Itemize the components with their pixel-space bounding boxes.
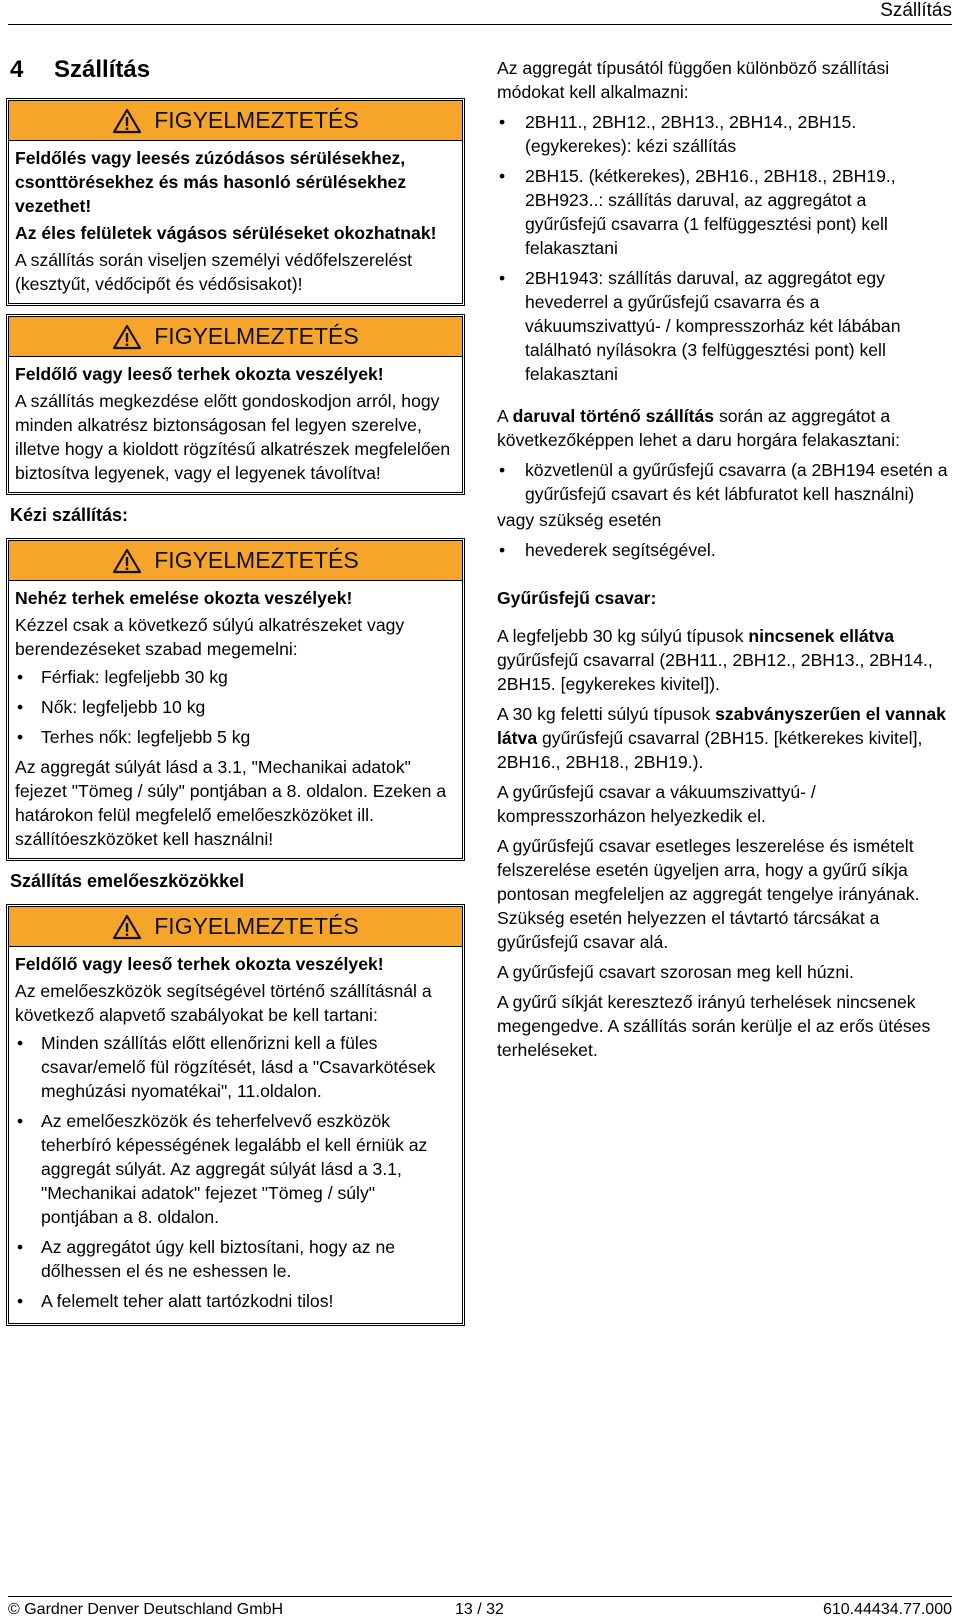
- paragraph: [497, 624, 952, 696]
- warning-triangle-icon: [112, 914, 142, 940]
- warning-text: Kézzel csak a következő súlyú alkatrészeket vagy berendezéseket szabad megemelni:: [15, 615, 405, 659]
- list-item: • 2BH1943: szállítás daruval, az aggregátot egy hevederrel a gyűrűsfejű csavarra és a vákuumszivattyú- / kompresszorház két lábában található nyílásokra (3 felfüggesztési pont) kell felakasztani: [497, 266, 952, 386]
- list-item: • Az emelőeszközök és teherfelvevő eszközök teherbíró képességének legalább el kell érniük az aggregát súlyát. Az aggregát súlyát lásd a 3.1, "Mechanikai adatok" fejezet "Tömeg / súly" pontjában a 8. oldalon.: [15, 1109, 456, 1229]
- warning-box-3: [6, 538, 465, 861]
- paragraph: [497, 404, 952, 452]
- paragraph: [497, 702, 952, 774]
- bullet-list: [497, 538, 952, 562]
- emphasis-text: nincsenek ellátva: [748, 626, 895, 646]
- paragraph: vagy szükség esetén: [497, 510, 662, 530]
- warning-body: [9, 581, 462, 858]
- warning-body: [9, 357, 462, 492]
- section-subheading: Kézi szállítás:: [10, 505, 129, 525]
- list-item: • közvetlenül a gyűrűsfejű csavarra (a 2BH194 esetén a gyűrűsfejű csavart és két lábfuratot kell használni): [497, 458, 952, 506]
- warning-text: A szállítás során viseljen személyi védőfelszerelést (kesztyűt, védőcipőt és védősisakot)!: [15, 250, 413, 294]
- text-run: A: [497, 406, 513, 426]
- header-rule: [8, 24, 952, 25]
- warning-text: Feldőlés vagy leesés zúzódásos sérülésekhez, csonttörésekhez és más hasonló sérülésekhez vezethet!: [15, 148, 407, 216]
- section-subheading: Szállítás emelőeszközökkel: [10, 871, 245, 891]
- text-run: során az aggregátot a következőképpen lehet a daru horgára felakasztani:: [497, 406, 900, 450]
- paragraph: Az aggregát típusától függően különböző szállítási módokat kell alkalmazni:: [497, 58, 890, 102]
- bullet-list: [497, 458, 952, 506]
- list-item: • A felemelt teher alatt tartózkodni tilos!: [15, 1289, 456, 1313]
- section-subheading: Gyűrűsfejű csavar:: [497, 588, 657, 608]
- list-item: • Férfiak: legfeljebb 30 kg: [15, 665, 456, 689]
- warning-text: Az emelőeszközök segítségével történő szállításnál a következő alapvető szabályokat be kell tartani:: [15, 981, 432, 1025]
- warning-label: FIGYELMEZTETÉS: [154, 107, 359, 133]
- list-item: • hevederek segítségével.: [497, 538, 952, 562]
- bullet-list: [15, 1031, 456, 1313]
- list-item: • Terhes nők: legfeljebb 5 kg: [15, 725, 456, 749]
- list-item: • Nők: legfeljebb 10 kg: [15, 695, 456, 719]
- text-run: A 30 kg feletti súlyú típusok: [497, 704, 716, 724]
- paragraph: A gyűrű síkját keresztező irányú terhelések nincsenek megengedve. A szállítás során kerülje el az erős ütéses terheléseket.: [497, 992, 931, 1060]
- warning-body: [9, 141, 462, 303]
- warning-text: Az aggregát súlyát lásd a 3.1, "Mechanikai adatok" fejezet "Tömeg / súly" pontjában a 8. oldalon. Ezeken a határokon felül megfelelő emelőeszközöket ill. szállítóeszközöket kell használni!: [15, 757, 447, 849]
- chapter-number: 4: [10, 56, 24, 83]
- footer-copyright: © Gardner Denver Deutschland GmbH: [8, 1601, 284, 1618]
- text-run: gyűrűsfejű csavarral (2BH11., 2BH12., 2BH13., 2BH14., 2BH15. [egykerekes kivitel]).: [497, 650, 933, 694]
- right-column: [497, 56, 952, 1068]
- warning-header: [9, 541, 462, 581]
- bullet-list: [15, 665, 456, 749]
- warning-header: [9, 317, 462, 357]
- list-item: • 2BH11., 2BH12., 2BH13., 2BH14., 2BH15. (egykerekes): kézi szállítás: [497, 110, 952, 158]
- paragraph: A gyűrűsfejű csavart szorosan meg kell húzni.: [497, 962, 854, 982]
- list-item: • Minden szállítás előtt ellenőrizni kell a füles csavar/emelő fül rögzítését, lásd a "Csavarkötések meghúzási nyomatékai", 11.oldalon.: [15, 1031, 456, 1103]
- warning-text: A szállítás megkezdése előtt gondoskodjon arról, hogy minden alkatrész biztonságosan fel legyen szerelve, illetve hogy a kioldott rögzítésű alkatrészek megfelelően biztosítva legyenek, vagy el legyenek távolítva!: [15, 391, 451, 483]
- warning-label: FIGYELMEZTETÉS: [154, 323, 359, 349]
- list-item: • Az aggregátot úgy kell biztosítani, hogy az ne dőlhessen el és ne eshessen le.: [15, 1235, 456, 1283]
- warning-triangle-icon: [112, 548, 142, 574]
- warning-header: [9, 101, 462, 141]
- left-column: [6, 56, 466, 1334]
- warning-text: Az éles felületek vágásos sérüléseket okozhatnak!: [15, 223, 437, 243]
- warning-header: [9, 907, 462, 947]
- paragraph: A gyűrűsfejű csavar esetleges leszerelése és ismételt felszerelése esetén ügyeljen arra, hogy a gyűrű síkja pontosan megfeleljen az aggregát tengelye irányának. Szükség esetén helyezzen el távtartó tárcsákat a gyűrűsfejű csavar alá.: [497, 836, 920, 952]
- chapter-title: Szállítás: [54, 56, 151, 83]
- page-header-title: Szállítás: [880, 0, 952, 21]
- warning-box-1: [6, 98, 465, 306]
- warning-body: [9, 947, 462, 1323]
- paragraph: A gyűrűsfejű csavar a vákuumszivattyú- / kompresszorházon helyezkedik el.: [497, 782, 816, 826]
- emphasis-text: daruval történő szállítás: [512, 406, 715, 426]
- warning-label: FIGYELMEZTETÉS: [154, 913, 359, 939]
- warning-triangle-icon: [112, 108, 142, 134]
- warning-box-4: [6, 904, 465, 1326]
- warning-text: Nehéz terhek emelése okozta veszélyek!: [15, 588, 353, 608]
- warning-text: Feldőlő vagy leeső terhek okozta veszélyek!: [15, 364, 384, 384]
- emphasis-text: szabványszerűen el vannak látva: [497, 704, 946, 748]
- warning-box-2: [6, 314, 465, 495]
- warning-triangle-icon: [112, 324, 142, 350]
- footer-rule: [8, 1596, 952, 1597]
- footer-page-number: 13 / 32: [455, 1601, 504, 1618]
- warning-text: Feldőlő vagy leeső terhek okozta veszélyek!: [15, 954, 384, 974]
- text-run: A legfeljebb 30 kg súlyú típusok: [497, 626, 749, 646]
- footer-document-number: 610.44434.77.000: [822, 1601, 952, 1618]
- warning-label: FIGYELMEZTETÉS: [154, 547, 359, 573]
- chapter-heading: [10, 56, 466, 84]
- text-run: gyűrűsfejű csavarral (2BH15. [kétkerekes kivitel], 2BH16., 2BH18., 2BH19.).: [497, 728, 923, 772]
- list-item: • 2BH15. (kétkerekes), 2BH16., 2BH18., 2BH19., 2BH923..: szállítás daruval, az aggregátot a gyűrűsfejű csavarra (1 felfüggesztési pont) kell felakasztani: [497, 164, 952, 260]
- bullet-list: [497, 110, 952, 386]
